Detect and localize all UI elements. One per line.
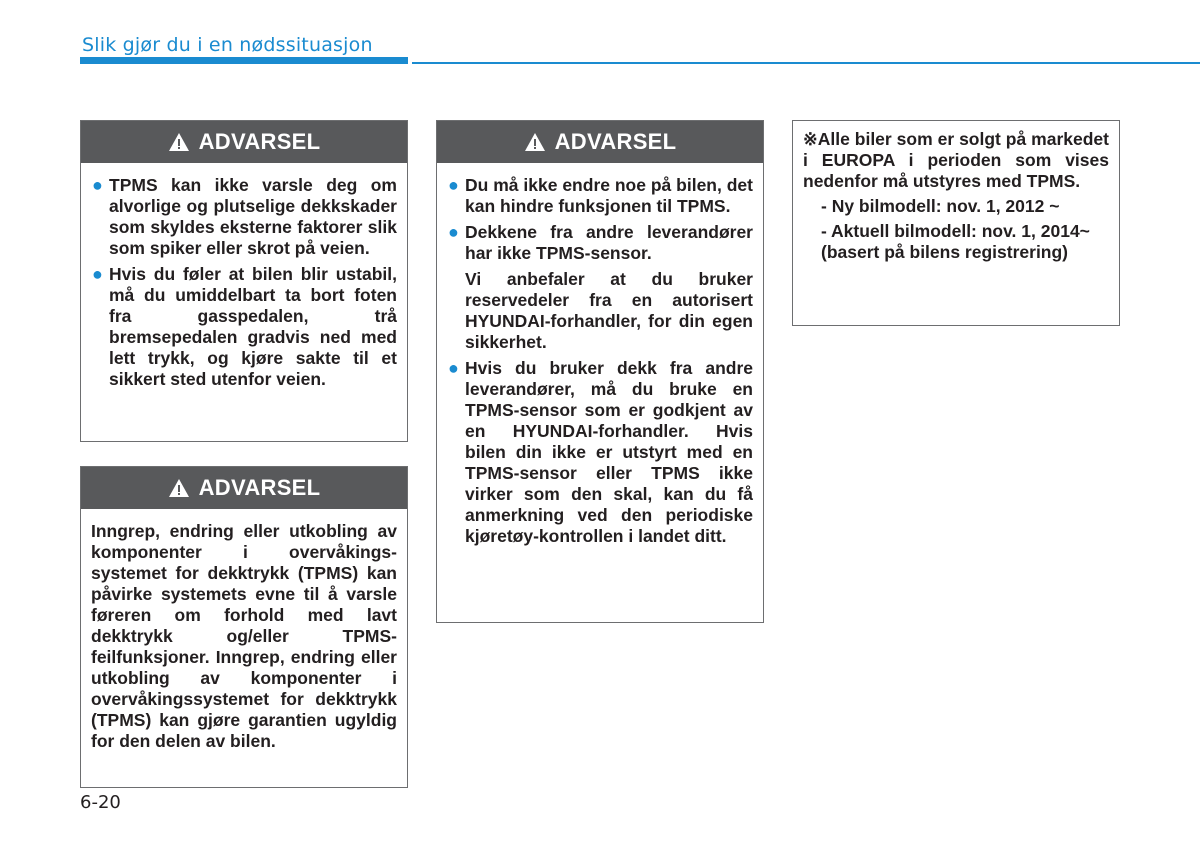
bullet-dot-icon: ● [92,175,103,195]
list-item [91,264,397,390]
header-rule-thick [80,57,408,64]
note-item-current-model: - Aktuell bilmodell: nov. 1, 2014~ (basert på bilens registrering) [821,221,1090,262]
list-item [447,175,753,217]
section-title: Slik gjør du i en nødssituasjon [82,34,373,56]
warning-triangle-icon [168,478,190,498]
bullet-subparagraph: Vi anbefaler at du bruker reservedeler fra en autorisert HYUNDAI-forhandler, for din egen sikkerhet. [465,269,753,352]
bullet-text: Dekkene fra andre leverandører har ikke TPMS-sensor. [465,222,753,263]
bullet-text: TPMS kan ikke varsle deg om alvorlige og plutselige dekkskader som skyldes eksterne faktorer slik som spiker eller skrot på veien. [109,175,397,258]
warning-paragraph: Inngrep, endring eller utkobling av komponenter i overvåkings-systemet for dekktrykk (TPMS) kan påvirke systemets evne til å varsle føreren om forhold med lavt dekktrykk og/eller TPMS-feilfunksjoner. Inngrep, endring eller utkobling av komponenter i overvåkingssystemet for dekktrykk (TPMS) kan gjøre garantien ugyldig for den delen av bilen. [91,521,397,751]
bullet-text: Du må ikke endre noe på bilen, det kan hindre funksjonen til TPMS. [465,175,753,216]
warning-triangle-icon [168,132,190,152]
bullet-dot-icon: ● [448,222,459,242]
list-item [91,175,397,259]
note-item-new-model: - Ny bilmodell: nov. 1, 2012 ~ [821,196,1060,216]
warning-body [81,509,407,762]
bullet-dot-icon: ● [448,358,459,378]
header-rule-thin [412,62,1200,64]
bullet-text: Hvis du bruker dekk fra andre leverandører, må du bruke en TPMS-sensor som er godkjent av en HYUNDAI-forhandler. Hvis bilen din ikke er utstyrt med en TPMS-sensor eller TPMS ikke virker som den skal, kan du få anmerkning ved den periodiske kjøretøy-kontrollen i landet ditt. [465,358,753,546]
warning-box-left-top [80,120,408,442]
list-item [447,358,753,547]
warning-body [437,163,763,562]
warning-heading-label: ADVARSEL [554,129,677,154]
warning-heading-label: ADVARSEL [198,129,321,154]
bullet-dot-icon: ● [92,264,103,284]
warning-body [81,163,407,405]
warning-heading [81,121,407,163]
note-body [793,121,1119,277]
warning-heading [81,467,407,509]
bullet-dot-icon: ● [448,175,459,195]
note-box-right [792,120,1120,326]
page-number: 6-20 [80,792,121,813]
warning-heading-label: ADVARSEL [198,475,321,500]
bullet-text: Hvis du føler at bilen blir ustabil, må du umiddelbart ta bort foten fra gasspedalen, trå bremsepedalen gradvis ned med lett trykk, og kjøre sakte til et sikkert sted utenfor veien. [109,264,397,389]
list-item [447,222,753,264]
note-intro: ※Alle biler som er solgt på markedet i EUROPA i perioden som vises nedenfor må utstyres med TPMS. [803,129,1109,191]
warning-heading [437,121,763,163]
warning-triangle-icon [524,132,546,152]
warning-box-left-bottom [80,466,408,788]
warning-box-middle [436,120,764,623]
